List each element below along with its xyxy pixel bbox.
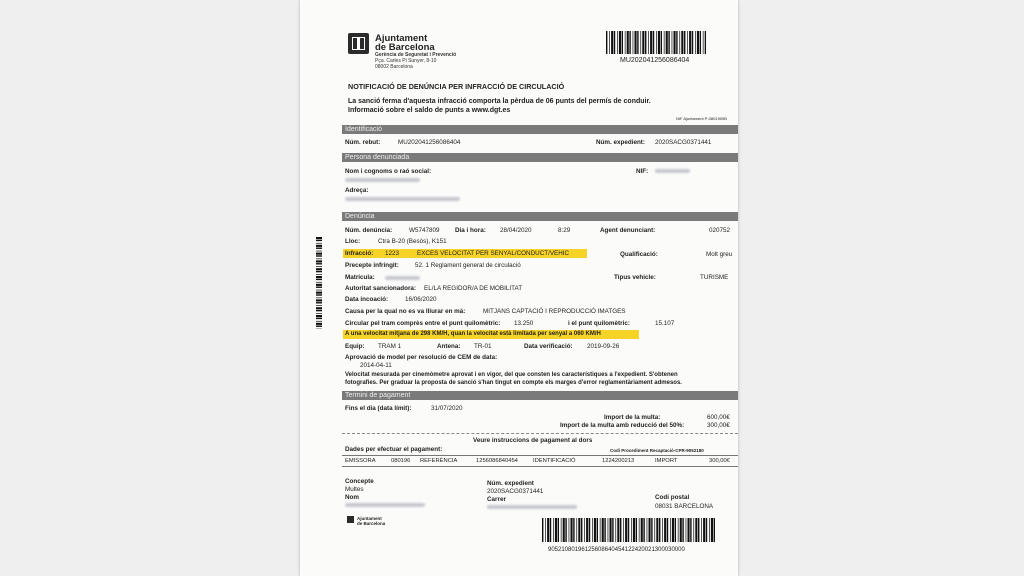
agent-value: 020752 bbox=[709, 227, 731, 234]
import-reduccio-label: Import de la multa amb reducció del 50%: bbox=[560, 422, 685, 429]
footer-logo-line1: Ajuntament bbox=[357, 516, 382, 521]
barcode-bar bbox=[316, 294, 322, 295]
redacted-street bbox=[487, 505, 577, 509]
precepte-label: Precepte infringit: bbox=[345, 262, 399, 269]
nif-ajuntament: NIF Ajuntament P-0801900B bbox=[676, 116, 727, 121]
pagament-top-rule bbox=[342, 455, 738, 456]
barcode-bar bbox=[316, 290, 322, 291]
agent-label: Agent denunciant: bbox=[600, 227, 656, 234]
concepte-value: Multes bbox=[345, 486, 364, 493]
barcode-bar bbox=[689, 31, 691, 54]
barcode-bar bbox=[682, 518, 683, 542]
infraccio-description: EXCES VELOCITAT PER SENYAL/CONDUCT/VEHIC bbox=[417, 250, 570, 257]
tram-fi-label: i el punt quilomètric: bbox=[568, 320, 630, 327]
barcode-bar bbox=[639, 518, 640, 542]
barcode-bar bbox=[586, 518, 588, 542]
barcode-bar bbox=[316, 271, 322, 272]
barcode-bar bbox=[625, 518, 627, 542]
barcode-bar bbox=[619, 31, 621, 54]
barcode-bar bbox=[662, 518, 663, 542]
barcode-bar bbox=[629, 31, 630, 54]
footer-logo-line2: de Barcelona bbox=[357, 521, 386, 526]
barcode-bar bbox=[642, 31, 644, 54]
barcode-bar bbox=[631, 518, 632, 542]
instruccions-pagament: Veure instruccions de pagament al dors bbox=[473, 437, 593, 444]
bottom-barcode bbox=[542, 518, 716, 542]
tipus-vehicle-label: Tipus vehicle: bbox=[614, 274, 656, 281]
fins-value: 31/07/2020 bbox=[431, 405, 463, 412]
barcode-bar bbox=[672, 31, 673, 54]
barcode-bar bbox=[647, 518, 648, 542]
barcode-bar bbox=[633, 31, 634, 54]
num-rebut-label: Núm. rebut: bbox=[345, 139, 381, 146]
barcode-bar bbox=[675, 518, 676, 542]
barcode-bar bbox=[550, 518, 551, 542]
barcode-bar bbox=[553, 518, 554, 542]
barcode-bar bbox=[643, 518, 644, 542]
redacted-name bbox=[345, 178, 420, 182]
barcode-bar bbox=[670, 518, 671, 542]
barcode-bar bbox=[316, 240, 322, 241]
points-notice-line2: Informació sobre el saldo de punts a www.dgt.es bbox=[348, 107, 511, 114]
barcode-bar bbox=[681, 31, 683, 54]
antena-value: TR-01 bbox=[474, 343, 492, 350]
address-line1: Pça. Carles Pi Sunyer, 8-10 bbox=[375, 58, 437, 64]
data-incoacio-value: 16/06/2020 bbox=[405, 296, 437, 303]
barcode-bar bbox=[316, 305, 322, 306]
import-value: 600,00€ bbox=[707, 414, 730, 421]
barcode-bar bbox=[316, 307, 322, 309]
nom-label: Nom i cognoms o raó social: bbox=[345, 168, 432, 175]
barcode-bar bbox=[674, 31, 676, 54]
barcode-bar bbox=[620, 518, 621, 542]
barcode-bar bbox=[569, 518, 570, 542]
barcode-bar bbox=[316, 268, 322, 270]
barcode-bar bbox=[316, 260, 322, 262]
barcode-bar bbox=[653, 31, 654, 54]
barcode-bar bbox=[697, 31, 699, 54]
barcode-bar bbox=[316, 276, 322, 278]
import-label: Import de la multa: bbox=[604, 414, 661, 421]
redacted-footer-name bbox=[345, 503, 425, 507]
barcode-bar bbox=[608, 518, 609, 542]
codi-postal-label: Codi postal bbox=[655, 494, 690, 501]
tipus-vehicle-value: TURISME bbox=[700, 274, 729, 281]
barcode-bar bbox=[680, 518, 682, 542]
barcode-bar bbox=[668, 31, 669, 54]
barcode-bar bbox=[316, 323, 322, 325]
barcode-bar bbox=[316, 255, 322, 256]
barcode-bar bbox=[658, 31, 660, 54]
qualificacio-value: Molt greu bbox=[706, 251, 733, 258]
barcode-bar bbox=[576, 518, 577, 542]
section-termini-pagament: Termini de pagament bbox=[342, 391, 738, 400]
barcode-bar bbox=[316, 315, 322, 317]
barcode-bar bbox=[316, 253, 322, 255]
referencia-label: REFERÈNCIA bbox=[420, 458, 458, 464]
barcode-bar bbox=[316, 321, 322, 322]
nom-footer-label: Nom bbox=[345, 494, 359, 501]
barcode-bar bbox=[656, 31, 657, 54]
barcode-bar bbox=[316, 248, 322, 249]
barcode-bar bbox=[604, 518, 605, 542]
dia-hora-label: Dia i hora: bbox=[455, 227, 486, 234]
data-verificacio-label: Data verificació: bbox=[524, 343, 573, 350]
barcode-bar bbox=[686, 518, 687, 542]
fins-label: Fins el dia (data límit): bbox=[345, 405, 412, 412]
address-line2: 08002 Barcelona bbox=[375, 64, 413, 70]
barcode-bar bbox=[612, 518, 613, 542]
barcode-bar bbox=[316, 245, 322, 247]
barcode-bar bbox=[316, 279, 322, 280]
barcode-bar bbox=[640, 31, 641, 54]
barcode-bar bbox=[547, 518, 549, 542]
section-persona-denunciada: Persona denunciada bbox=[342, 153, 738, 162]
mesura-line1: Velocitat mesurada per cinemòmetre aprovat i en vigor, del que consten les característiques a l'expedient. S'obtenen bbox=[345, 372, 678, 378]
barcode-bar bbox=[578, 518, 580, 542]
redacted-matricula bbox=[385, 276, 420, 280]
infraccio-code: 1223 bbox=[385, 250, 400, 257]
barcode-bar bbox=[316, 326, 322, 327]
barcode-bar bbox=[625, 31, 626, 54]
points-notice-line1: La sanció ferma d'aquesta infracció comporta la pèrdua de 06 punts del permís de conduir. bbox=[348, 98, 651, 105]
barcode-bar bbox=[678, 518, 679, 542]
section-identificacio: Identificació bbox=[342, 125, 738, 134]
barcode-bar bbox=[667, 518, 668, 542]
causa-value: MITJANS CAPTACIÓ I REPRODUCCIÓ IMATGES bbox=[483, 308, 626, 315]
barcode-bar bbox=[714, 518, 715, 542]
barcode-bar bbox=[602, 518, 604, 542]
barcode-bar bbox=[698, 518, 699, 542]
barcode-bar bbox=[589, 518, 590, 542]
barcode-bar bbox=[692, 31, 693, 54]
top-barcode-number: MU202041256086404 bbox=[620, 57, 690, 64]
barcode-bar bbox=[316, 310, 322, 311]
causa-label: Causa per la qual no es va lliurar en mà: bbox=[345, 308, 466, 315]
barcode-bar bbox=[695, 31, 696, 54]
barcode-bar bbox=[600, 518, 601, 542]
barcode-bar bbox=[636, 518, 637, 542]
barcode-bar bbox=[316, 313, 322, 314]
emissora-label: EMISSORA bbox=[345, 458, 376, 464]
section-denuncia: Denúncia bbox=[342, 212, 738, 221]
barcode-bar bbox=[659, 518, 660, 542]
barcode-bar bbox=[703, 518, 705, 542]
nif-label: NIF: bbox=[636, 168, 649, 175]
num-expedient-value: 2020SACG0371441 bbox=[655, 139, 712, 146]
barcode-bar bbox=[316, 259, 322, 260]
barcode-bar bbox=[649, 518, 651, 542]
autoritat-value: EL/LA REGIDOR/A DE MOBILITAT bbox=[424, 285, 523, 292]
equip-label: Equip: bbox=[345, 343, 365, 350]
department: Gerència de Seguretat i Prevenció bbox=[375, 52, 457, 58]
antena-label: Antena: bbox=[437, 343, 461, 350]
fine-notice-document bbox=[300, 0, 738, 576]
autoritat-label: Autoritat sancionadora: bbox=[345, 285, 417, 292]
barcode-bar bbox=[316, 274, 322, 275]
barcode-bar bbox=[709, 518, 710, 542]
barcode-bar bbox=[637, 31, 638, 54]
adreca-label: Adreça: bbox=[345, 187, 369, 194]
barcode-bar bbox=[594, 518, 596, 542]
barcode-bar bbox=[563, 518, 565, 542]
pagament-bottom-rule bbox=[342, 466, 738, 467]
hora-value: 8:29 bbox=[558, 227, 571, 234]
barcode-bar bbox=[316, 243, 322, 244]
barcode-bar bbox=[700, 31, 701, 54]
barcode-bar bbox=[316, 237, 322, 239]
barcode-bar bbox=[672, 518, 674, 542]
barcode-bar bbox=[651, 518, 652, 542]
barcode-bar bbox=[316, 263, 322, 264]
barcode-bar bbox=[627, 31, 629, 54]
barcode-bar bbox=[592, 518, 593, 542]
aprovacio-label: Aprovació de model per resolució de CEM de data: bbox=[345, 354, 498, 361]
num-denuncia-label: Núm. denúncia: bbox=[345, 227, 393, 234]
barcode-bar bbox=[703, 31, 704, 54]
matricula-label: Matrícula: bbox=[345, 274, 375, 281]
barcode-bar bbox=[623, 518, 624, 542]
barcode-bar bbox=[679, 31, 680, 54]
barcode-bar bbox=[628, 518, 629, 542]
infraccio-label: Infracció: bbox=[345, 250, 374, 257]
lloc-value: Ctra B-20 (Besòs), K151 bbox=[378, 238, 447, 245]
barcode-bar bbox=[316, 318, 322, 319]
barcode-bar bbox=[584, 518, 585, 542]
precepte-value: 52. 1 Reglament general de circulació bbox=[415, 262, 521, 269]
redacted-nif bbox=[655, 169, 690, 173]
barcode-bar bbox=[565, 518, 566, 542]
barcode-bar bbox=[664, 518, 666, 542]
ajuntament-logo-icon bbox=[348, 33, 369, 54]
concepte-label: Concepte bbox=[345, 478, 374, 485]
equip-value: TRAM 1 bbox=[378, 343, 402, 350]
redacted-address bbox=[345, 197, 460, 201]
barcode-bar bbox=[622, 31, 623, 54]
barcode-bar bbox=[542, 518, 543, 542]
barcode-bar bbox=[706, 518, 707, 542]
barcode-bar bbox=[573, 518, 574, 542]
barcode-bar bbox=[316, 287, 322, 288]
barcode-bar bbox=[610, 518, 612, 542]
barcode-bar bbox=[316, 251, 322, 252]
barcode-bar bbox=[617, 31, 618, 54]
bottom-barcode-number: 90521080196125608640454122420021300030000 bbox=[548, 547, 685, 553]
dia-value: 28/04/2020 bbox=[500, 227, 532, 234]
num-exp-footer-value: 2020SACG0371441 bbox=[487, 488, 544, 495]
num-expedient-label: Núm. expedient: bbox=[596, 139, 645, 146]
barcode-bar bbox=[316, 266, 322, 267]
num-denuncia-value: W5747809 bbox=[409, 227, 440, 234]
mesura-line2: fotografies. Per graduar la proposta de sanció s'han tingut en compte els marges d'error reglamentàriament admesos. bbox=[345, 380, 682, 386]
barcode-bar bbox=[656, 518, 658, 542]
barcode-bar bbox=[316, 299, 322, 301]
emissora-value: 080196 bbox=[391, 458, 411, 464]
barcode-bar bbox=[661, 31, 662, 54]
side-barcode bbox=[316, 237, 322, 329]
barcode-bar bbox=[687, 31, 688, 54]
barcode-bar bbox=[635, 31, 637, 54]
identificacio-value: 1224200213 bbox=[602, 458, 635, 464]
pagament-import-value: 300,00€ bbox=[709, 458, 730, 464]
data-incoacio-label: Data incoació: bbox=[345, 296, 389, 303]
barcode-bar bbox=[711, 518, 713, 542]
lloc-label: Lloc: bbox=[345, 238, 361, 245]
carrer-label: Carrer bbox=[487, 496, 506, 503]
org-name-line2: de Barcelona bbox=[375, 42, 435, 53]
cut-line bbox=[342, 433, 738, 434]
barcode-bar bbox=[693, 518, 694, 542]
barcode-bar bbox=[561, 518, 562, 542]
barcode-bar bbox=[654, 518, 655, 542]
barcode-bar bbox=[571, 518, 573, 542]
qualificacio-label: Qualificació: bbox=[620, 251, 658, 258]
barcode-bar bbox=[666, 31, 668, 54]
barcode-bar bbox=[664, 31, 665, 54]
barcode-bar bbox=[676, 31, 677, 54]
footer-logo-icon bbox=[347, 516, 354, 523]
num-exp-footer-label: Núm. expedient bbox=[487, 480, 534, 487]
barcode-bar bbox=[316, 284, 322, 286]
barcode-bar bbox=[545, 518, 546, 542]
barcode-bar bbox=[615, 518, 616, 542]
barcode-bar bbox=[597, 518, 598, 542]
document-title: NOTIFICACIÓ DE DENÚNCIA PER INFRACCIÓ DE CIRCULACIÓ bbox=[348, 82, 565, 91]
barcode-bar bbox=[316, 298, 322, 299]
tram-fi-value: 15.107 bbox=[655, 320, 675, 327]
codi-postal-value: 08031 BARCELONA bbox=[655, 503, 714, 510]
barcode-bar bbox=[650, 31, 652, 54]
barcode-bar bbox=[611, 31, 613, 54]
velocitat-text: A una velocitat mitjana de 298 KM/H, quan la velocitat està limitada per senyal a 060 KM/H bbox=[345, 331, 601, 337]
barcode-bar bbox=[690, 518, 691, 542]
identificacio-label: IDENTIFICACIÓ bbox=[533, 458, 576, 464]
barcode-bar bbox=[316, 302, 322, 303]
barcode-bar bbox=[688, 518, 690, 542]
barcode-bar bbox=[606, 31, 607, 54]
org-name-line1: Ajuntament bbox=[375, 33, 428, 44]
top-barcode bbox=[606, 31, 706, 54]
barcode-bar bbox=[555, 518, 557, 542]
barcode-bar bbox=[316, 292, 322, 294]
barcode-bar bbox=[558, 518, 559, 542]
barcode-bar bbox=[684, 31, 685, 54]
barcode-bar bbox=[581, 518, 582, 542]
barcode-bar bbox=[316, 282, 322, 283]
barcode-bar bbox=[695, 518, 697, 542]
data-verificacio-value: 2019-09-26 bbox=[587, 343, 620, 350]
codi-procediment: Codi Procediment Recaptació-CPR-9052180 bbox=[610, 448, 704, 453]
import-reduccio-value: 300,00€ bbox=[707, 422, 730, 429]
barcode-bar bbox=[648, 31, 649, 54]
pagament-import-label: IMPORT bbox=[655, 458, 678, 464]
barcode-bar bbox=[701, 518, 702, 542]
barcode-bar bbox=[609, 31, 610, 54]
barcode-bar bbox=[705, 31, 706, 54]
num-rebut-value: MU202041256086404 bbox=[398, 139, 461, 146]
barcode-bar bbox=[633, 518, 635, 542]
barcode-bar bbox=[645, 31, 646, 54]
tram-inici-value: 13.250 bbox=[514, 320, 534, 327]
aprovacio-value: 2014-04-11 bbox=[360, 362, 392, 369]
barcode-bar bbox=[614, 31, 615, 54]
dades-pagament-label: Dades per efectuar el pagament: bbox=[345, 446, 443, 453]
barcode-bar bbox=[641, 518, 643, 542]
referencia-value: 1256086840454 bbox=[476, 458, 518, 464]
tram-label: Circular pel tram comprès entre el punt quilomètric: bbox=[345, 320, 501, 327]
barcode-bar bbox=[617, 518, 619, 542]
